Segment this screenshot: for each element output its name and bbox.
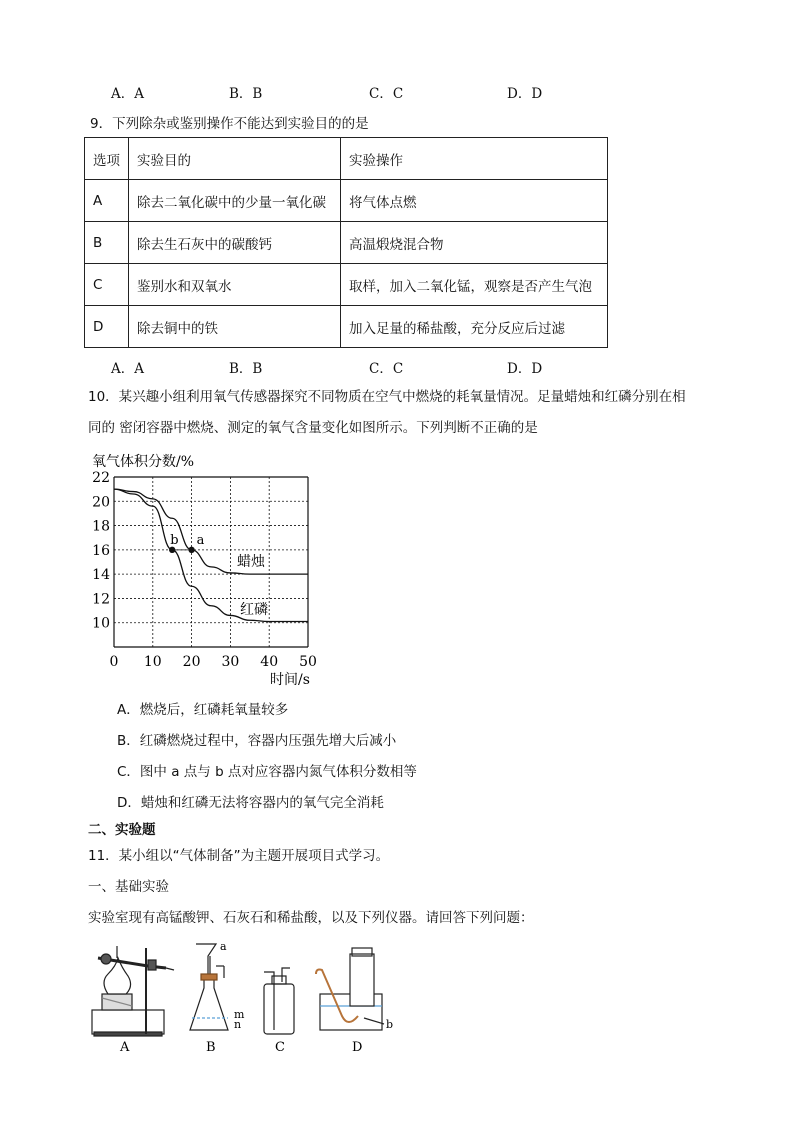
table-header-cell: 选项 [85, 138, 129, 180]
table-header-cell: 实验操作 [341, 138, 608, 180]
table-cell: 取样，加入二氧化锰，观察是否产生气泡 [341, 264, 608, 306]
q11-subheading: 一、基础实验 [88, 879, 169, 895]
table-cell: 高温煅烧混合物 [341, 222, 608, 264]
q9-option-b: B．B [229, 361, 263, 377]
x-tick-label: 30 [221, 654, 240, 670]
table-cell: 除去生石灰中的碳酸钙 [129, 222, 341, 264]
apparatus-a-drawing [92, 946, 174, 1036]
x-tick-label: 50 [299, 654, 317, 670]
chart-x-ticks [110, 654, 317, 670]
apparatus-label-c: C [275, 1040, 285, 1055]
q9-option-c: C．C [369, 361, 404, 377]
section-heading: 二、实验题 [88, 822, 156, 838]
q10-option-b: B．红磷燃烧过程中，容器内压强先增大后减小 [117, 733, 397, 749]
q10-option-c: C．图中 a 点与 b 点对应容器内氮气体积分数相等 [117, 764, 417, 780]
q10-option-a: A．燃烧后，红磷耗氧量较多 [117, 702, 289, 718]
q9-table [84, 137, 608, 348]
q8-option-a: A．A [111, 86, 144, 102]
series-line-red-phosphorus [114, 489, 308, 621]
label-b-tube: b [386, 1018, 394, 1031]
table-cell: B [85, 222, 129, 264]
point-b-label: b [170, 532, 179, 548]
legend-candle: 蜡烛 [237, 554, 265, 570]
table-cell: 鉴别水和双氧水 [129, 264, 341, 306]
y-tick-label: 16 [92, 542, 110, 559]
legend-red-phosphorus: 红磷 [240, 602, 268, 618]
series-line-candle [114, 489, 308, 574]
q9-option-a: A．A [111, 361, 144, 377]
table-row [85, 222, 608, 264]
q11-stem: 11．某小组以“气体制备”为主题开展项目式学习。 [88, 848, 390, 864]
x-tick-label: 40 [260, 654, 279, 670]
label-a-funnel: a [220, 940, 227, 953]
q8-option-d: D．D [507, 86, 543, 102]
apparatus-label-b: B [206, 1040, 216, 1055]
apparatus-b-drawing [190, 944, 228, 1030]
q8-option-b: B．B [229, 86, 263, 102]
table-cell: 加入足量的稀盐酸，充分反应后过滤 [341, 306, 608, 348]
x-tick-label: 20 [182, 654, 201, 670]
y-tick-label: 10 [92, 615, 110, 632]
q9-option-d: D．D [507, 361, 543, 377]
x-tick-label: 0 [109, 654, 119, 670]
point-a [188, 547, 194, 553]
q8-option-c: C．C [369, 86, 404, 102]
label-m: m [234, 1008, 245, 1021]
q11-intro: 实验室现有高锰酸钾、石灰石和稀盐酸，以及下列仪器。请回答下列问题： [88, 910, 534, 926]
apparatus-label-a: A [120, 1040, 130, 1055]
q9-stem: 9．下列除杂或鉴别操作不能达到实验目的的是 [90, 116, 369, 132]
q10-stem-line1: 10．某兴趣小组利用氧气传感器探究不同物质在空气中燃烧的耗氧量情况。足量蜡烛和红磷分别在相 [88, 389, 686, 405]
chart-ylabel: 氧气体积分数/% [92, 454, 195, 470]
y-tick-label: 20 [92, 494, 110, 511]
table-header-row [85, 138, 608, 180]
chart-xlabel: 时间/s [270, 672, 310, 688]
table-header-cell: 实验目的 [129, 138, 341, 180]
table-cell: 除去二氧化碳中的少量一氧化碳 [129, 180, 341, 222]
table-row [85, 180, 608, 222]
table-cell: 将气体点燃 [341, 180, 608, 222]
label-n: n [234, 1018, 242, 1031]
y-tick-label: 12 [92, 591, 110, 608]
y-tick-label: 14 [92, 567, 110, 584]
table-row [85, 306, 608, 348]
apparatus-label-d: D [352, 1040, 363, 1055]
apparatus-figure [88, 938, 418, 1058]
y-tick-label: 18 [92, 518, 110, 535]
table-cell: D [85, 306, 129, 348]
table-row [85, 264, 608, 306]
chart-y-ticks [92, 470, 110, 632]
y-tick-label: 22 [92, 470, 110, 486]
point-a-label: a [196, 532, 205, 548]
x-tick-label: 10 [143, 654, 162, 670]
apparatus-c-drawing [264, 968, 294, 1034]
q10-option-d: D．蜡烛和红磷无法将容器内的氧气完全消耗 [117, 795, 384, 811]
apparatus-d-drawing [316, 948, 384, 1030]
oxygen-chart [84, 446, 334, 691]
table-cell: 除去铜中的铁 [129, 306, 341, 348]
q10-stem-line2: 同的 密闭容器中燃烧、测定的氧气含量变化如图所示。下列判断不正确的是 [88, 420, 538, 436]
table-cell: C [85, 264, 129, 306]
table-cell: A [85, 180, 129, 222]
